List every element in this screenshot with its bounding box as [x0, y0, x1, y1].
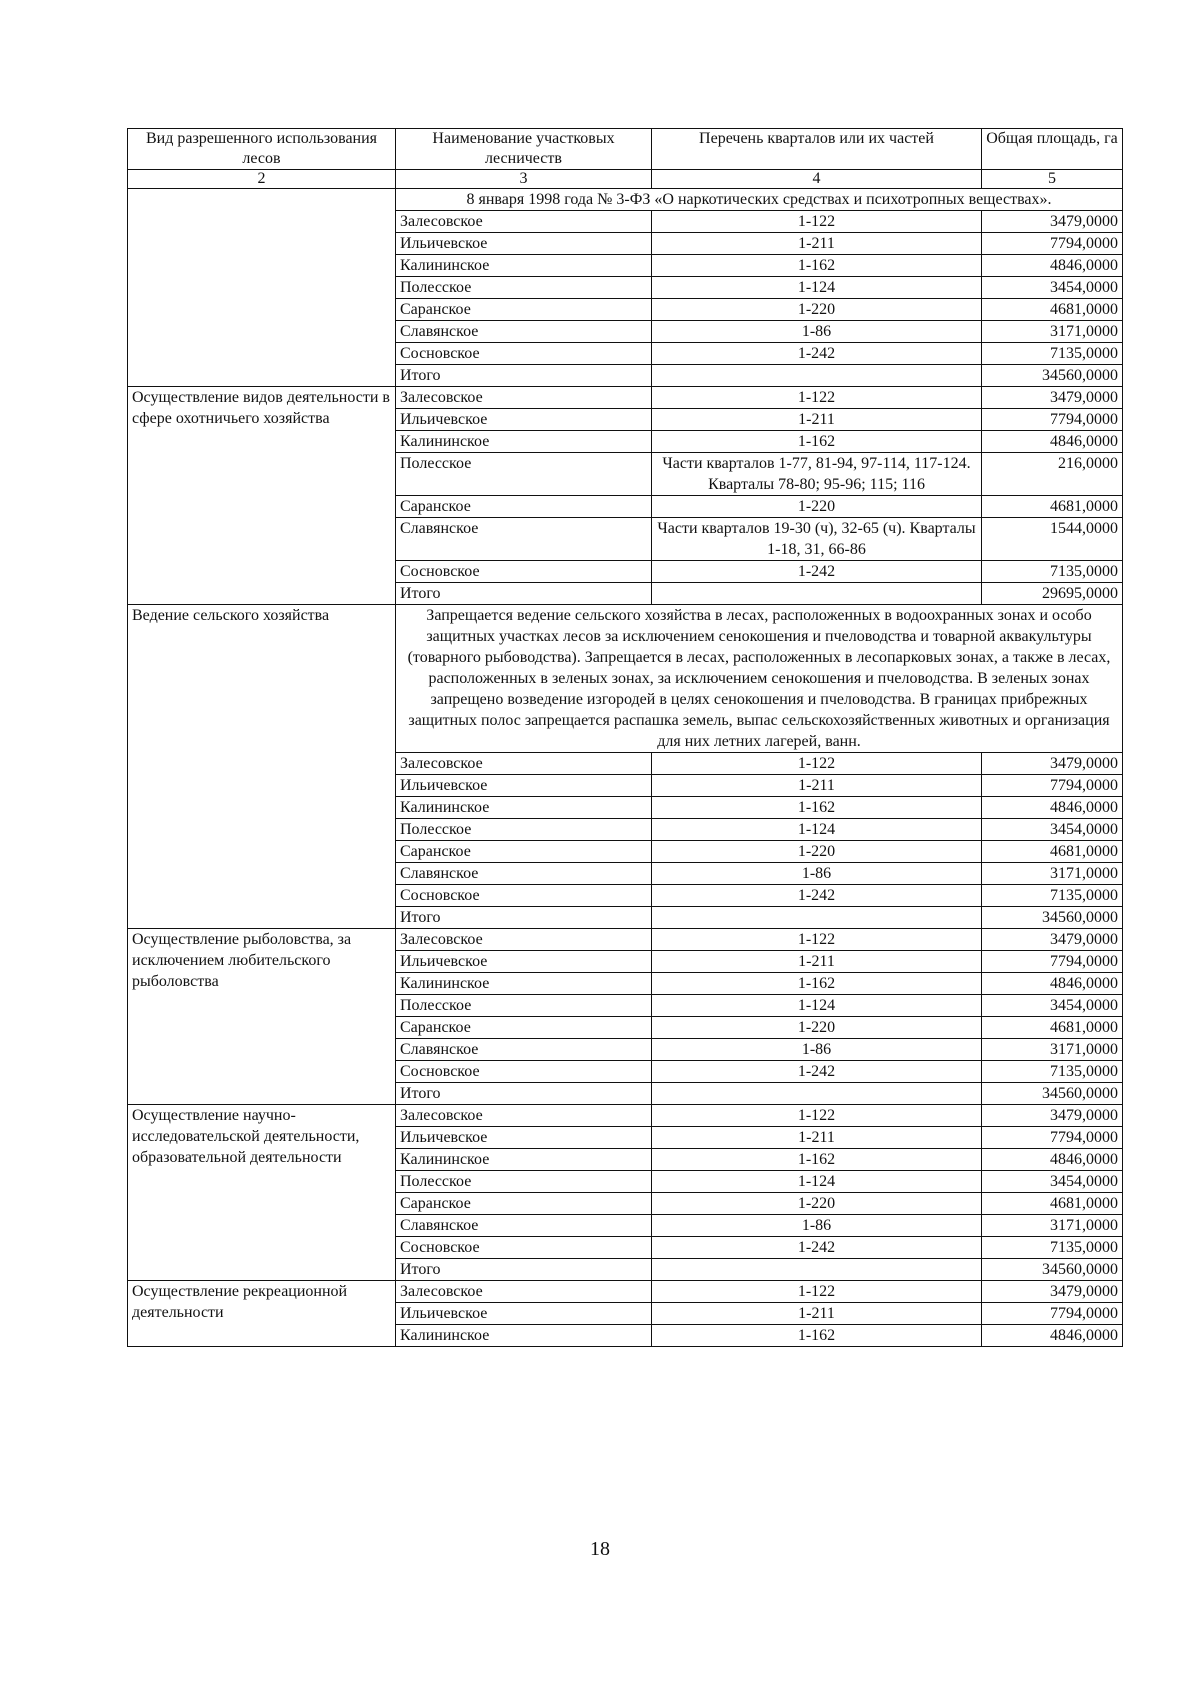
forestry-name: Калининское [396, 255, 652, 277]
quarters-list: 1-122 [652, 387, 982, 409]
quarters-list: 1-86 [652, 1215, 982, 1237]
total-area: 34560,0000 [982, 1083, 1123, 1105]
total-area: 4846,0000 [982, 797, 1123, 819]
total-area: 3479,0000 [982, 387, 1123, 409]
column-number: 3 [396, 170, 652, 189]
total-area: 4846,0000 [982, 1325, 1123, 1347]
total-area: 3479,0000 [982, 1105, 1123, 1127]
forestry-name: Полесское [396, 277, 652, 299]
quarters-list: 1-86 [652, 321, 982, 343]
usage-category: Осуществление рекреационной деятельности [128, 1281, 396, 1347]
forestry-name: Калининское [396, 431, 652, 453]
quarters-list [652, 907, 982, 929]
total-area: 34560,0000 [982, 1259, 1123, 1281]
quarters-list [652, 365, 982, 387]
forestry-name: Полесское [396, 1171, 652, 1193]
quarters-list: 1-211 [652, 775, 982, 797]
section-note: 8 января 1998 года № 3-ФЗ «О наркотических средствах и психотропных веществах». [396, 189, 1123, 211]
total-area: 34560,0000 [982, 907, 1123, 929]
total-area: 3479,0000 [982, 753, 1123, 775]
usage-category: Осуществление рыболовства, за исключением любительского рыболовства [128, 929, 396, 1105]
total-area: 4681,0000 [982, 1017, 1123, 1039]
forestry-name: Калининское [396, 797, 652, 819]
forestry-name: Итого [396, 365, 652, 387]
forestry-name: Славянское [396, 1039, 652, 1061]
quarters-list: 1-211 [652, 233, 982, 255]
forestry-name: Ильичевское [396, 409, 652, 431]
forestry-name: Саранское [396, 496, 652, 518]
quarters-list: 1-86 [652, 863, 982, 885]
forestry-name: Саранское [396, 299, 652, 321]
quarters-list: 1-162 [652, 1325, 982, 1347]
quarters-list: 1-122 [652, 211, 982, 233]
forestry-name: Итого [396, 1083, 652, 1105]
total-area: 3454,0000 [982, 995, 1123, 1017]
quarters-list: 1-124 [652, 1171, 982, 1193]
header-row [128, 129, 1123, 170]
usage-category: Осуществление научно-исследовательской деятельности, образовательной деятельности [128, 1105, 396, 1281]
forestry-name: Залесовское [396, 211, 652, 233]
forestry-name: Калининское [396, 973, 652, 995]
total-area: 3171,0000 [982, 863, 1123, 885]
total-area: 7135,0000 [982, 343, 1123, 365]
total-area: 7794,0000 [982, 775, 1123, 797]
usage-category: Осуществление видов деятельности в сфере охотничьего хозяйства [128, 387, 396, 605]
table-row [128, 1281, 1123, 1303]
total-area: 4681,0000 [982, 841, 1123, 863]
page-number: 18 [590, 1538, 610, 1560]
forestry-name: Полесское [396, 995, 652, 1017]
table-header [128, 129, 1123, 189]
forestry-name: Сосновское [396, 1061, 652, 1083]
quarters-list: 1-86 [652, 1039, 982, 1061]
total-area: 4681,0000 [982, 299, 1123, 321]
table-body [128, 189, 1123, 1347]
forestry-name: Ильичевское [396, 1127, 652, 1149]
quarters-list: 1-122 [652, 929, 982, 951]
usage-category [128, 189, 396, 387]
column-number: 4 [652, 170, 982, 189]
forestry-name: Залесовское [396, 1281, 652, 1303]
column-number: 2 [128, 170, 396, 189]
total-area: 3454,0000 [982, 819, 1123, 841]
quarters-list: 1-242 [652, 885, 982, 907]
quarters-list: 1-122 [652, 1105, 982, 1127]
intro-row [128, 605, 1123, 753]
quarters-list: 1-122 [652, 1281, 982, 1303]
total-area: 3479,0000 [982, 929, 1123, 951]
quarters-list: 1-122 [652, 753, 982, 775]
total-area: 3454,0000 [982, 1171, 1123, 1193]
quarters-list: 1-162 [652, 1149, 982, 1171]
forestry-name: Залесовское [396, 753, 652, 775]
quarters-list: 1-162 [652, 431, 982, 453]
quarters-list: 1-220 [652, 496, 982, 518]
forestry-name: Саранское [396, 1017, 652, 1039]
forestry-name: Итого [396, 583, 652, 605]
quarters-list: 1-162 [652, 255, 982, 277]
header-forestry-name: Наименование участковых лесничеств [396, 129, 652, 170]
total-area: 34560,0000 [982, 365, 1123, 387]
forestry-name: Саранское [396, 1193, 652, 1215]
total-area: 1544,0000 [982, 518, 1123, 561]
usage-category: Ведение сельского хозяйства [128, 605, 396, 929]
forestry-name: Славянское [396, 1215, 652, 1237]
table-row [128, 387, 1123, 409]
quarters-list: 1-220 [652, 299, 982, 321]
header-usage-type: Вид разрешенного использования лесов [128, 129, 396, 170]
forestry-name: Калининское [396, 1325, 652, 1347]
total-area: 7135,0000 [982, 561, 1123, 583]
total-area: 3479,0000 [982, 1281, 1123, 1303]
total-area: 7135,0000 [982, 1061, 1123, 1083]
quarters-list [652, 1259, 982, 1281]
total-area: 7794,0000 [982, 1127, 1123, 1149]
total-area: 3171,0000 [982, 1039, 1123, 1061]
header-number-row [128, 170, 1123, 189]
header-total-area: Общая площадь, га [982, 129, 1123, 170]
total-area: 4846,0000 [982, 973, 1123, 995]
forestry-name: Славянское [396, 863, 652, 885]
total-area: 3479,0000 [982, 211, 1123, 233]
forestry-name: Полесское [396, 453, 652, 496]
forestry-name: Славянское [396, 518, 652, 561]
forestry-name: Ильичевское [396, 1303, 652, 1325]
quarters-list: 1-220 [652, 1017, 982, 1039]
total-area: 7794,0000 [982, 1303, 1123, 1325]
quarters-list [652, 583, 982, 605]
section-note: Запрещается ведение сельского хозяйства в лесах, расположенных в водоохранных зонах и особо защитных участках лесов за исключением сенокошения и пчеловодства и товарной аквакультуры (товарного рыбоводства). Запрещается в лесах, расположенных в лесопарковых зонах, а также в лесах, расположенных в зеленых зонах, за исключением сенокошения и пчеловодства. В зеленых зонах запрещено возведение изгородей в целях сенокошения и пчеловодства. В границах прибрежных защитных полос запрещается распашка земель, выпас сельскохозяйственных животных и организация для них летних лагерей, ванн. [396, 605, 1123, 753]
quarters-list: 1-242 [652, 1237, 982, 1259]
quarters-list: 1-211 [652, 951, 982, 973]
total-area: 3171,0000 [982, 321, 1123, 343]
quarters-list: 1-124 [652, 277, 982, 299]
quarters-list: 1-220 [652, 841, 982, 863]
quarters-list: 1-242 [652, 561, 982, 583]
column-number: 5 [982, 170, 1123, 189]
total-area: 29695,0000 [982, 583, 1123, 605]
total-area: 216,0000 [982, 453, 1123, 496]
forestry-name: Сосновское [396, 561, 652, 583]
forest-use-table [127, 128, 1123, 1347]
total-area: 4681,0000 [982, 1193, 1123, 1215]
quarters-list: 1-124 [652, 819, 982, 841]
total-area: 7135,0000 [982, 885, 1123, 907]
intro-row [128, 189, 1123, 211]
quarters-list: 1-162 [652, 797, 982, 819]
total-area: 4846,0000 [982, 431, 1123, 453]
total-area: 4846,0000 [982, 1149, 1123, 1171]
forestry-name: Сосновское [396, 885, 652, 907]
total-area: 3171,0000 [982, 1215, 1123, 1237]
forestry-name: Залесовское [396, 929, 652, 951]
forestry-name: Ильичевское [396, 233, 652, 255]
forestry-name: Залесовское [396, 387, 652, 409]
quarters-list: 1-242 [652, 343, 982, 365]
quarters-list: 1-124 [652, 995, 982, 1017]
forestry-name: Залесовское [396, 1105, 652, 1127]
total-area: 7794,0000 [982, 233, 1123, 255]
quarters-list: 1-242 [652, 1061, 982, 1083]
table-row [128, 929, 1123, 951]
forestry-name: Саранское [396, 841, 652, 863]
quarters-list: 1-211 [652, 1303, 982, 1325]
forestry-name: Ильичевское [396, 951, 652, 973]
header-quarters-list: Перечень кварталов или их частей [652, 129, 982, 170]
forestry-name: Калининское [396, 1149, 652, 1171]
quarters-list: Части кварталов 1-77, 81-94, 97-114, 117-124. Кварталы 78-80; 95-96; 115; 116 [652, 453, 982, 496]
quarters-list: 1-162 [652, 973, 982, 995]
forestry-name: Сосновское [396, 343, 652, 365]
quarters-list: Части кварталов 19-30 (ч), 32-65 (ч). Кварталы 1-18, 31, 66-86 [652, 518, 982, 561]
quarters-list: 1-220 [652, 1193, 982, 1215]
forestry-name: Полесское [396, 819, 652, 841]
total-area: 4846,0000 [982, 255, 1123, 277]
forestry-name: Итого [396, 907, 652, 929]
forestry-name: Итого [396, 1259, 652, 1281]
forestry-name: Славянское [396, 321, 652, 343]
total-area: 3454,0000 [982, 277, 1123, 299]
quarters-list [652, 1083, 982, 1105]
forestry-name: Сосновское [396, 1237, 652, 1259]
forestry-name: Ильичевское [396, 775, 652, 797]
total-area: 7135,0000 [982, 1237, 1123, 1259]
quarters-list: 1-211 [652, 409, 982, 431]
total-area: 7794,0000 [982, 409, 1123, 431]
table-row [128, 1105, 1123, 1127]
total-area: 4681,0000 [982, 496, 1123, 518]
total-area: 7794,0000 [982, 951, 1123, 973]
quarters-list: 1-211 [652, 1127, 982, 1149]
